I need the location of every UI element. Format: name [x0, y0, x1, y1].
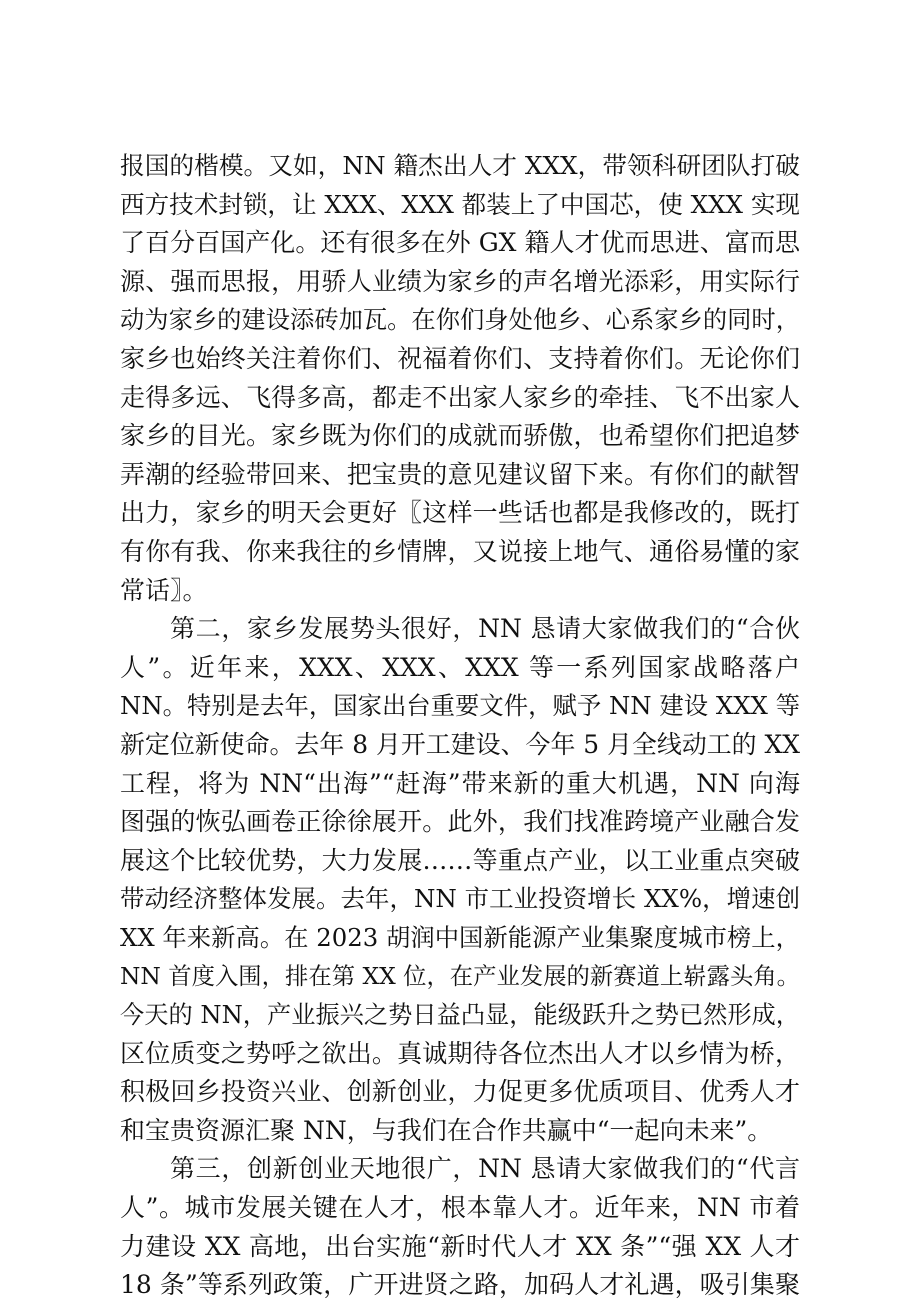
text-line: XX 年来新高。在 2023 胡润中国新能源产业集聚度城市榜上， [120, 922, 800, 952]
text-line: 力建设 XX 高地，出台实施“新时代人才 XX 条”“强 XX 人才 [120, 1231, 800, 1261]
text-line: 新定位新使命。去年 8 月开工建设、今年 5 月全线动工的 XX [120, 729, 800, 759]
text-line: 出力，家乡的明天会更好〖这样一些话也都是我修改的，既打 [120, 498, 800, 528]
text-line: 区位质变之势呼之欲出。真诚期待各位杰出人才以乡情为桥， [120, 1038, 800, 1068]
text-line: 动为家乡的建设添砖加瓦。在你们身处他乡、心系家乡的同时， [120, 305, 800, 335]
text-line: 西方技术封锁，让 XXX、XXX 都装上了中国芯，使 XXX 实现 [120, 189, 800, 219]
text-line: 了百分百国产化。还有很多在外 GX 籍人才优而思进、富而思 [120, 228, 800, 258]
text-line: 和宝贵资源汇聚 NN，与我们在合作共赢中“一起向未来”。 [120, 1115, 773, 1145]
text-line: NN 首度入围，排在第 XX 位，在产业发展的新赛道上崭露头角。 [120, 962, 800, 991]
text-line: 工程，将为 NN“出海”“赶海”带来新的重大机遇，NN 向海 [120, 768, 800, 798]
text-line: 有你有我、你来我往的乡情牌，又说接上地气、通俗易懂的家 [120, 536, 800, 566]
paragraph [120, 1150, 800, 1304]
document-body [120, 147, 800, 1305]
text-line: 报国的楷模。又如，NN 籍杰出人才 XXX，带领科研团队打破 [120, 151, 800, 180]
paragraph [120, 147, 800, 610]
paragraph [120, 610, 800, 1150]
text-line: 人”。城市发展关键在人才，根本靠人才。近年来，NN 市着 [120, 1193, 800, 1223]
text-line: 第三，创新创业天地很广，NN 恳请大家做我们的“代言 [170, 1154, 800, 1184]
text-line: 展这个比较优势，大力发展……等重点产业，以工业重点突破 [120, 845, 800, 875]
text-line: 家乡的目光。家乡既为你们的成就而骄傲，也希望你们把追梦 [120, 421, 800, 451]
text-line: 家乡也始终关注着你们、祝福着你们、支持着你们。无论你们 [120, 343, 800, 373]
text-line: 第二，家乡发展势头很好，NN 恳请大家做我们的“合伙 [170, 614, 800, 644]
text-line: 今天的 NN，产业振兴之势日益凸显，能级跃升之势已然形成， [120, 1001, 800, 1030]
text-line: 图强的恢弘画卷正徐徐展开。此外，我们找准跨境产业融合发 [120, 807, 800, 837]
text-line: 积极回乡投资兴业、创新创业，力促更多优质项目、优秀人才 [120, 1077, 800, 1107]
text-line: 18 条”等系列政策，广开进贤之路，加码人才礼遇，吸引集聚 [120, 1270, 800, 1300]
text-line: 常话〗。 [120, 575, 208, 605]
text-line: 源、强而思报，用骄人业绩为家乡的声名增光添彩，用实际行 [120, 266, 800, 296]
text-line: 带动经济整体发展。去年，NN 市工业投资增长 XX%，增速创 [120, 884, 801, 914]
text-line: 人”。近年来，XXX、XXX、XXX 等一系列国家战略落户 [120, 652, 800, 682]
text-line: 弄潮的经验带回来、把宝贵的意见建议留下来。有你们的献智 [120, 459, 800, 489]
text-line: NN。特别是去年，国家出台重要文件，赋予 NN 建设 XXX 等 [120, 691, 800, 721]
text-line: 走得多远、飞得多高，都走不出家人家乡的牵挂、飞不出家人 [120, 382, 800, 412]
